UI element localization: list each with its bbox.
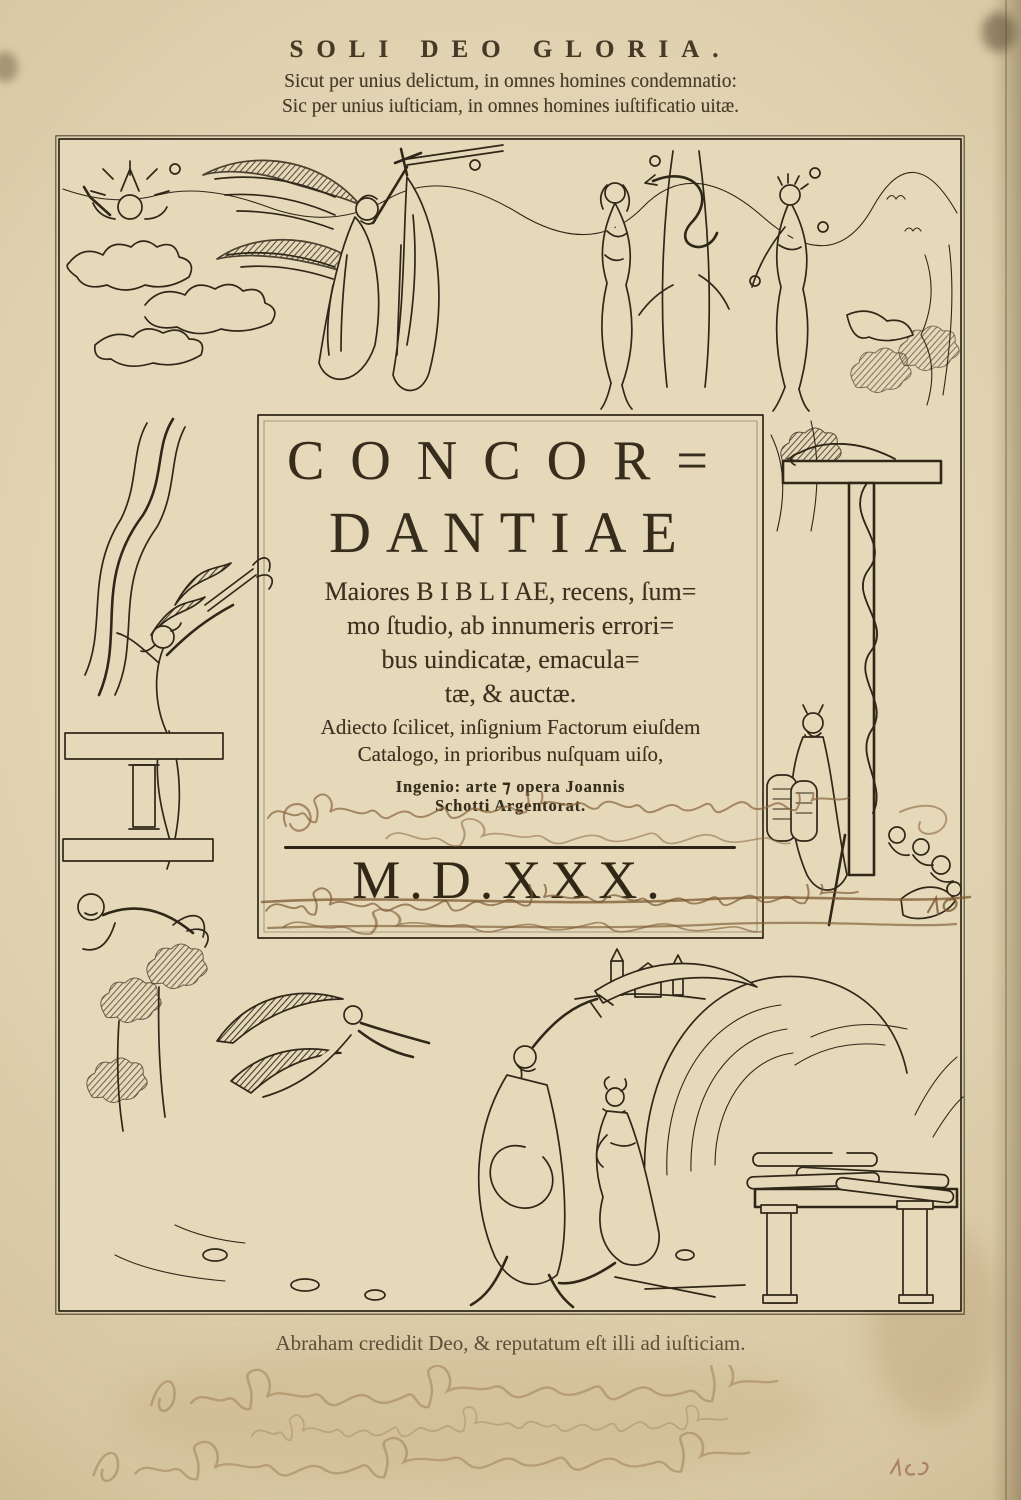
header-motto: SOLI DEO GLORIA.	[289, 36, 732, 63]
title-line-2: DANTIAE	[329, 500, 692, 565]
handwritten-inscription-below-date	[252, 884, 982, 942]
subtitle-line-2: mo ſtudio, ab innumeris errori=	[346, 611, 675, 640]
title-panel	[258, 415, 763, 938]
subtitle-line-3: bus uindicatæ, emacula=	[381, 645, 640, 674]
epigraph-line-2: Sic per unius iuſticiam, in omnes homines iuſtificatio uitæ.	[281, 96, 740, 117]
handwritten-inscription-upper	[260, 792, 970, 856]
subtitle-line-4: tæ, & auctæ.	[444, 679, 577, 708]
page-edge-line	[1005, 0, 1007, 1500]
subtitle-line-1: Maiores B I B L I AE, recens, ſum=	[324, 577, 697, 606]
date-roman-numeral: M.D.XXX.	[352, 850, 669, 910]
note-line-1: Adiecto ſcilicet, inſignium Factorum eiuſdem	[320, 715, 701, 739]
title-line-1: CONCOR=	[287, 430, 734, 492]
note-line-2: Catalogo, in prioribus nuſquam uiſo,	[357, 742, 664, 766]
epigraph-line-1: Sicut per unius delictum, in omnes homines condemnatio:	[284, 71, 737, 92]
imprint-line-1: Ingenio: arte ⁊ opera Joannis	[395, 777, 626, 796]
imprint-line-2: Schotti Argentorat.	[435, 796, 586, 815]
footer-caption: Abraham credidit Deo, & reputatum eſt illi ad iuſticiam.	[275, 1331, 746, 1355]
handwritten-inscription-bottom	[85, 1365, 965, 1495]
